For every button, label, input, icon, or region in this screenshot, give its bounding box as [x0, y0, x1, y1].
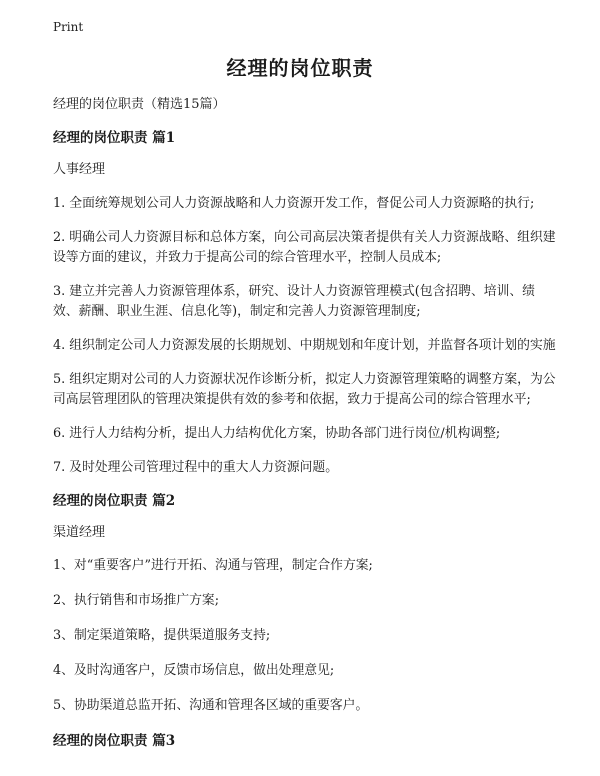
duty-item: 2、执行销售和市场推广方案; [53, 593, 220, 608]
document-subtitle: 经理的岗位职责（精选15篇） [53, 97, 226, 112]
duty-item: 2. 明确公司人力资源目标和总体方案，向公司高层决策者提供有关人力资源战略、组织建设等方面的建议，并致力于提高公司的综合管理水平，控制人员成本; [53, 230, 556, 265]
print-label: Print [53, 20, 84, 34]
duty-item: 4、及时沟通客户，反馈市场信息，做出处理意见; [53, 663, 335, 678]
section-heading-1: 经理的岗位职责 篇1 [53, 130, 176, 146]
duty-item: 1. 全面统筹规划公司人力资源战略和人力资源开发工作，督促公司人力资源略的执行; [53, 196, 535, 211]
duty-item: 3. 建立并完善人力资源管理体系，研究、设计人力资源管理模式(包含招聘、培训、绩效、薪酬、职业生涯、信息化等)，制定和完善人力资源管理制度; [53, 284, 535, 319]
duty-item: 7. 及时处理公司管理过程中的重大人力资源问题。 [53, 460, 339, 475]
duty-item: 5. 组织定期对公司的人力资源状况作诊断分析，拟定人力资源管理策略的调整方案，为公司高层管理团队的管理决策提供有效的参考和依据，致力于提高公司的综合管理水平; [53, 372, 556, 407]
role-title-1: 人事经理 [53, 162, 106, 177]
page-title: 经理的岗位职责 [226, 56, 374, 80]
section-heading-2: 经理的岗位职责 篇2 [53, 493, 176, 509]
duty-item: 1、对“重要客户”进行开拓、沟通与管理，制定合作方案; [53, 558, 373, 573]
duty-item: 3、制定渠道策略，提供渠道服务支持; [53, 628, 271, 643]
duty-item: 6. 进行人力结构分析，提出人力结构优化方案，协助各部门进行岗位/机构调整; [53, 426, 501, 441]
duty-item: 4. 组织制定公司人力资源发展的长期规划、中期规划和年度计划，并监督各项计划的实施 [53, 338, 556, 353]
section-heading-3: 经理的岗位职责 篇3 [53, 733, 176, 749]
role-title-2: 渠道经理 [53, 525, 106, 540]
duty-item: 5、协助渠道总监开拓、沟通和管理各区域的重要客户。 [53, 698, 369, 713]
document-body [53, 96, 556, 764]
